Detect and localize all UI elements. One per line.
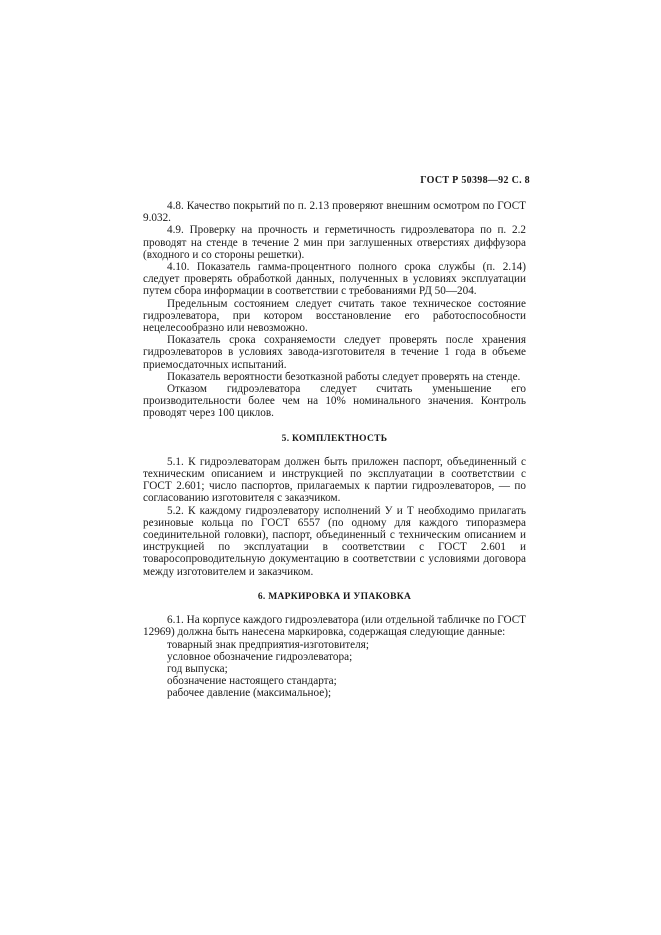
list-item: товарный знак предприятия-изготовителя; — [167, 638, 369, 651]
paragraph-4-9: 4.9. Проверку на прочность и герметичность гидроэлеватора по п. 2.2 проводят на стенде в течение 2 мин при заглушенных отверстиях диффузора (входного и со стороны решетки). — [143, 224, 526, 261]
paragraph-5-1: 5.1. К гидроэлеваторам должен быть приложен паспорт, объединенный с техническим описанием и инструкцией по эксплуатации в соответствии с ГОСТ 2.601; число паспортов, прилагаемых к партии гидроэлеваторов, — по согласованию изготовителя с заказчиком. — [143, 455, 526, 505]
paragraph-6-1: 6.1. На корпусе каждого гидроэлеватора (или отдельной табличке по ГОСТ 12969) должна быть нанесена маркировка, содержащая следующие данные: — [143, 614, 526, 639]
section-5 — [143, 456, 526, 578]
paragraph-limit-state: Предельным состоянием следует считать такое техническое состояние гидроэлеватора, при котором восстановление его работоспособности нецелесообразно или невозможно. — [143, 297, 526, 335]
paragraph-storage: Показатель срока сохраняемости следует проверять после хранения гидроэлеваторов в условиях завода-изготовителя в течение 1 года в объеме приемосдаточных испытаний. — [143, 334, 526, 371]
section-5-title: 5. КОМПЛЕКТНОСТЬ — [281, 433, 388, 444]
section-6 — [143, 614, 526, 699]
section-6-title: 6. МАРКИРОВКА И УПАКОВКА — [257, 591, 412, 602]
list-item: обозначение настоящего стандарта; — [167, 675, 337, 688]
paragraph-4-10: 4.10. Показатель гамма-процентного полного срока службы (п. 2.14) следует проверять обработкой данных, полученных в условиях эксплуатации путем сбора информации в соответствии с требованиями РД 50—204. — [143, 261, 526, 298]
paragraph-4-8: 4.8. Качество покрытий по п. 2.13 проверяют внешним осмотром по ГОСТ 9.032. — [143, 200, 526, 225]
paragraph-failure: Отказом гидроэлеватора следует считать уменьшение его производительности более чем на 10% номинального значения. Контроль проводят через 100 циклов. — [143, 383, 526, 420]
list-item: год выпуска; — [167, 662, 228, 675]
list-item: условное обозначение гидроэлеватора; — [167, 650, 353, 663]
marking-list — [143, 639, 526, 700]
section-4-continued — [143, 200, 526, 420]
list-item: рабочее давление (максимальное); — [167, 687, 332, 700]
running-header: ГОСТ Р 50398—92 С. 8 — [420, 175, 530, 186]
page-body — [143, 200, 526, 700]
paragraph-reliability: Показатель вероятности безотказной работы следует проверять на стенде. — [167, 370, 521, 383]
paragraph-5-2: 5.2. К каждому гидроэлеватору исполнений У и Т необходимо прилагать резиновые кольца по ГОСТ 6557 (по одному для каждого типоразмера соединительной головки), паспорт, объединенный с техническим описанием и инструкцией по эксплуатации в соответствии с ГОСТ 2.601 и товаросопроводительную документацию в соответствии с условиями договора между изготовителем и заказчиком. — [143, 504, 526, 578]
